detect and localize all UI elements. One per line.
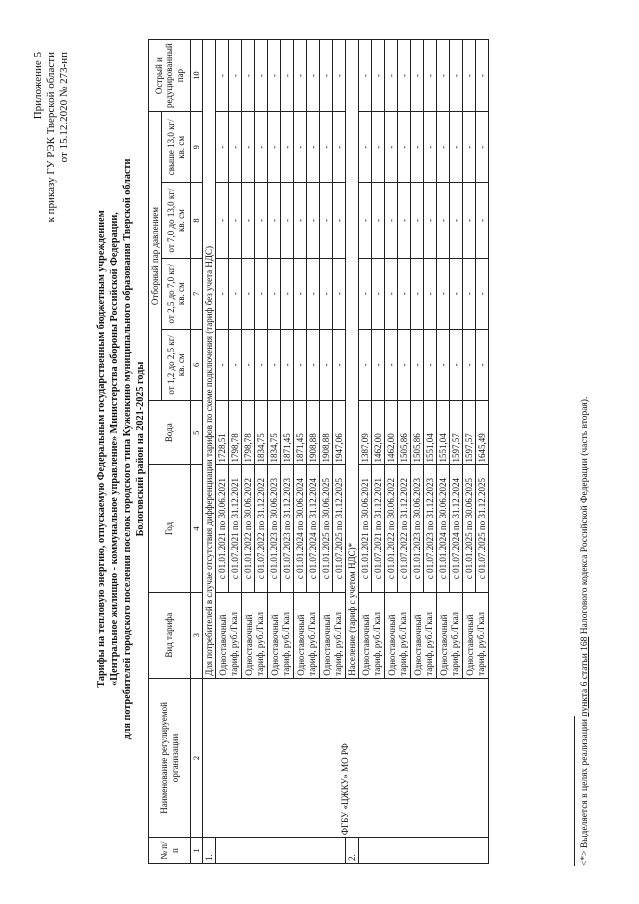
section-row [203, 40, 216, 864]
appendix-line-3: от 15.12.2020 № 273-нп [58, 52, 70, 163]
steam-tariff-dash: - [281, 183, 294, 258]
footnote-law-link[interactable]: пункта 6 статьи 168 [580, 636, 590, 717]
tariff-kind [411, 592, 437, 678]
tariff-kind-line: тариф, руб./Гкал [423, 611, 434, 676]
steam-tariff-dash: - [229, 258, 242, 329]
water-tariff: 1798,78 [242, 400, 255, 465]
title-line-3: для потребителей городского поселения поселок городского типа Куженкино муниципального образования Тверской области [122, 158, 133, 740]
water-tariff: 1728,51 [216, 400, 229, 465]
steam-tariff-dash: - [229, 40, 242, 112]
steam-tariff-dash: - [216, 40, 229, 112]
period: с 01.07.2025 по 31.12.2025 [333, 465, 346, 592]
tariff-kind-line: Одноставочный [465, 614, 475, 676]
period: с 01.07.2021 по 31.12.2021 [229, 465, 242, 592]
footnote-rule [574, 716, 575, 866]
steam-tariff-dash: - [268, 112, 281, 183]
steam-tariff-dash: - [411, 183, 424, 258]
tariff-kind-line: тариф, руб./Гкал [228, 611, 239, 676]
steam-tariff-dash: - [437, 258, 450, 329]
tariff-kind [294, 592, 320, 678]
tariff-kind-line: Одноставочный [322, 614, 332, 676]
steam-tariff-dash: - [333, 112, 346, 183]
steam-tariff-dash: - [333, 329, 346, 400]
column-number: 2 [191, 678, 203, 837]
steam-tariff-dash: - [411, 258, 424, 329]
steam-tariff-dash: - [307, 112, 320, 183]
steam-tariff-dash: - [450, 258, 463, 329]
period: с 01.01.2022 по 30.06.2022 [242, 465, 255, 592]
tariff-kind-line: Одноставочный [387, 614, 397, 676]
steam-tariff-dash: - [476, 258, 489, 329]
period: с 01.07.2024 по 31.12.2024 [450, 465, 463, 592]
steam-tariff-dash: - [450, 112, 463, 183]
steam-tariff-dash: - [320, 258, 333, 329]
header-year: Год [149, 465, 191, 592]
column-number: 10 [191, 40, 203, 112]
steam-tariff-dash: - [398, 40, 411, 112]
steam-tariff-dash: - [372, 329, 385, 400]
water-tariff: 1908,88 [320, 400, 333, 465]
header-steam-group: Отборный пар давлением [149, 112, 162, 401]
water-tariff: 1871,45 [294, 400, 307, 465]
steam-tariff-dash: - [424, 112, 437, 183]
section-number-blank [216, 838, 346, 864]
steam-tariff-dash: - [333, 258, 346, 329]
steam-tariff-dash: - [463, 112, 476, 183]
section-title: Для потребителей в случае отсутствия дифференциации тарифов по схеме подключения (тариф без учета НДС) [203, 40, 216, 679]
header-num: № п/ п [149, 838, 191, 864]
water-tariff: 1505,86 [411, 400, 424, 465]
steam-tariff-dash: - [281, 258, 294, 329]
water-tariff: 1597,57 [463, 400, 476, 465]
organization-name: ФГБУ «ЦЖКУ» МО РФ [203, 678, 489, 837]
steam-tariff-dash: - [255, 183, 268, 258]
period: с 01.01.2021 по 30.06.2021 [359, 465, 372, 592]
steam-tariff-dash: - [333, 183, 346, 258]
steam-tariff-dash: - [424, 183, 437, 258]
tariff-kind-line: Одноставочный [413, 614, 423, 676]
header-org: Наименование регулируемой организации [149, 678, 191, 837]
steam-tariff-dash: - [411, 329, 424, 400]
appendix-line-1: Приложение 5 [32, 52, 44, 120]
header-pressure-2: от 2,5 до 7,0 кг/кв. см [162, 258, 191, 329]
period: с 01.07.2023 по 31.12.2023 [424, 465, 437, 592]
period: с 01.07.2023 по 31.12.2023 [281, 465, 294, 592]
tariff-kind [385, 592, 411, 678]
steam-tariff-dash: - [385, 258, 398, 329]
period: с 01.07.2022 по 31.12.2022 [255, 465, 268, 592]
title-line-1: Тарифы на тепловую энергию, отпускаемую Федеральным государственным бюджетным учреждением [96, 210, 107, 688]
steam-tariff-dash: - [398, 112, 411, 183]
steam-tariff-dash: - [216, 329, 229, 400]
steam-tariff-dash: - [320, 329, 333, 400]
steam-tariff-dash: - [359, 329, 372, 400]
steam-tariff-dash: - [359, 40, 372, 112]
steam-tariff-dash: - [333, 40, 346, 112]
steam-tariff-dash: - [476, 40, 489, 112]
column-number: 1 [191, 838, 203, 864]
steam-tariff-dash: - [372, 40, 385, 112]
water-tariff: 1462,00 [372, 400, 385, 465]
steam-tariff-dash: - [255, 40, 268, 112]
steam-tariff-dash: - [476, 112, 489, 183]
steam-tariff-dash: - [320, 183, 333, 258]
header-water: Вода [149, 400, 191, 465]
footnote-suffix: Налогового кодекса Российской Федерации (часть вторая). [580, 396, 590, 637]
steam-tariff-dash: - [476, 183, 489, 258]
column-number: 7 [191, 258, 203, 329]
period: с 01.07.2021 по 31.12.2021 [372, 465, 385, 592]
title-line-2: «Центральное жилищно - коммунальное управление» Министерства обороны Российской Федерации, [109, 212, 120, 686]
steam-tariff-dash: - [437, 40, 450, 112]
period: с 01.01.2023 по 30.06.2023 [268, 465, 281, 592]
steam-tariff-dash: - [268, 183, 281, 258]
header-pressure-4: свыше 13,0 кг/кв. см [162, 112, 191, 183]
footnote [580, 397, 590, 866]
steam-tariff-dash: - [229, 183, 242, 258]
section-number: 2. [346, 838, 359, 864]
period: с 01.01.2023 по 30.06.2023 [411, 465, 424, 592]
steam-tariff-dash: - [450, 40, 463, 112]
steam-tariff-dash: - [411, 112, 424, 183]
tariff-kind [437, 592, 463, 678]
steam-tariff-dash: - [320, 112, 333, 183]
water-tariff: 1597,57 [450, 400, 463, 465]
header-pressure-1: от 1,2 до 2,5 кг/кв. см [162, 329, 191, 400]
steam-tariff-dash: - [450, 329, 463, 400]
tariff-kind-line: Одноставочный [218, 614, 228, 676]
steam-tariff-dash: - [359, 258, 372, 329]
steam-tariff-dash: - [216, 258, 229, 329]
column-number: 8 [191, 183, 203, 258]
period: с 01.01.2022 по 30.06.2022 [385, 465, 398, 592]
period: с 01.01.2024 по 30.06.2024 [437, 465, 450, 592]
tariff-kind [242, 592, 268, 678]
steam-tariff-dash: - [398, 183, 411, 258]
steam-tariff-dash: - [216, 183, 229, 258]
water-tariff: 1834,75 [268, 400, 281, 465]
footnote-prefix: <*> Выделяется в целях реализации [580, 716, 590, 866]
steam-tariff-dash: - [229, 112, 242, 183]
steam-tariff-dash: - [437, 183, 450, 258]
period: с 01.07.2022 по 31.12.2022 [398, 465, 411, 592]
period: с 01.07.2024 по 31.12.2024 [307, 465, 320, 592]
water-tariff: 1551,04 [424, 400, 437, 465]
steam-tariff-dash: - [294, 112, 307, 183]
steam-tariff-dash: - [294, 329, 307, 400]
header-kind: Вид тарифа [149, 592, 191, 678]
tariff-table [148, 39, 489, 864]
steam-tariff-dash: - [242, 183, 255, 258]
tariff-kind-line: тариф, руб./Гкал [306, 611, 317, 676]
steam-tariff-dash: - [372, 183, 385, 258]
tariff-kind [216, 592, 242, 678]
water-tariff: 1505,86 [398, 400, 411, 465]
steam-tariff-dash: - [294, 183, 307, 258]
tariff-kind-line: Одноставочный [244, 614, 254, 676]
tariff-kind-line: тариф, руб./Гкал [332, 611, 343, 676]
tariff-kind [463, 592, 489, 678]
steam-tariff-dash: - [463, 258, 476, 329]
steam-tariff-dash: - [385, 40, 398, 112]
tariff-kind [359, 592, 385, 678]
steam-tariff-dash: - [294, 40, 307, 112]
period: с 01.07.2025 по 31.12.2025 [476, 465, 489, 592]
water-tariff: 1645,49 [476, 400, 489, 465]
steam-tariff-dash: - [281, 329, 294, 400]
steam-tariff-dash: - [359, 112, 372, 183]
document-title [95, 54, 147, 844]
steam-tariff-dash: - [281, 112, 294, 183]
column-number: 5 [191, 400, 203, 465]
section-number: 1. [203, 838, 216, 864]
steam-tariff-dash: - [385, 329, 398, 400]
section-title: Население (тариф с учетом НДС)* [346, 40, 359, 679]
water-tariff: 1798,78 [229, 400, 242, 465]
column-number-row [191, 40, 203, 864]
water-tariff: 1908,88 [307, 400, 320, 465]
steam-tariff-dash: - [307, 40, 320, 112]
column-number: 4 [191, 465, 203, 592]
header-row [149, 40, 162, 864]
steam-tariff-dash: - [216, 112, 229, 183]
steam-tariff-dash: - [255, 112, 268, 183]
steam-tariff-dash: - [294, 258, 307, 329]
steam-tariff-dash: - [437, 112, 450, 183]
water-tariff: 1387,09 [359, 400, 372, 465]
steam-tariff-dash: - [281, 40, 294, 112]
steam-tariff-dash: - [463, 183, 476, 258]
tariff-kind-line: Одноставочный [296, 614, 306, 676]
steam-tariff-dash: - [268, 258, 281, 329]
steam-tariff-dash: - [359, 183, 372, 258]
tariff-kind-line: тариф, руб./Гкал [397, 611, 408, 676]
title-line-4: Бологовский район на 2021-2025 годы [135, 361, 146, 537]
column-number: 3 [191, 592, 203, 678]
water-tariff: 1462,00 [385, 400, 398, 465]
steam-tariff-dash: - [268, 40, 281, 112]
column-number: 6 [191, 329, 203, 400]
steam-tariff-dash: - [255, 258, 268, 329]
steam-tariff-dash: - [307, 329, 320, 400]
tariff-kind-line: Одноставочный [361, 614, 371, 676]
steam-tariff-dash: - [450, 183, 463, 258]
steam-tariff-dash: - [242, 258, 255, 329]
tariff-kind-line: тариф, руб./Гкал [254, 611, 265, 676]
steam-tariff-dash: - [242, 40, 255, 112]
steam-tariff-dash: - [398, 329, 411, 400]
water-tariff: 1551,04 [437, 400, 450, 465]
steam-tariff-dash: - [385, 112, 398, 183]
steam-tariff-dash: - [242, 329, 255, 400]
steam-tariff-dash: - [411, 40, 424, 112]
water-tariff: 1871,45 [281, 400, 294, 465]
steam-tariff-dash: - [424, 258, 437, 329]
tariff-kind [268, 592, 294, 678]
header-pressure-3: от 7,0 до 13,0 кг/кв. см [162, 183, 191, 258]
steam-tariff-dash: - [476, 329, 489, 400]
steam-tariff-dash: - [463, 40, 476, 112]
appendix-block [32, 52, 71, 222]
steam-tariff-dash: - [437, 329, 450, 400]
column-number: 9 [191, 112, 203, 183]
steam-tariff-dash: - [424, 40, 437, 112]
period: с 01.01.2021 по 30.06.2021 [216, 465, 229, 592]
section-number-blank [359, 838, 489, 864]
tariff-kind-line: Одноставочный [270, 614, 280, 676]
steam-tariff-dash: - [398, 258, 411, 329]
steam-tariff-dash: - [372, 258, 385, 329]
water-tariff: 1834,75 [255, 400, 268, 465]
steam-tariff-dash: - [307, 258, 320, 329]
steam-tariff-dash: - [255, 329, 268, 400]
steam-tariff-dash: - [320, 40, 333, 112]
steam-tariff-dash: - [372, 112, 385, 183]
tariff-kind-line: тариф, руб./Гкал [280, 611, 291, 676]
steam-tariff-dash: - [307, 183, 320, 258]
tariff-kind-line: тариф, руб./Гкал [449, 611, 460, 676]
tariff-kind-line: Одноставочный [439, 614, 449, 676]
header-sharp-steam: Острый и редуцированный пар [149, 40, 191, 112]
steam-tariff-dash: - [385, 183, 398, 258]
steam-tariff-dash: - [463, 329, 476, 400]
period: с 01.01.2024 по 30.06.2024 [294, 465, 307, 592]
steam-tariff-dash: - [268, 329, 281, 400]
tariff-kind [320, 592, 346, 678]
steam-tariff-dash: - [229, 329, 242, 400]
period: с 01.01.2025 по 30.06.2025 [320, 465, 333, 592]
appendix-line-2: к приказу ГУ РЭК Тверской области [45, 52, 57, 223]
steam-tariff-dash: - [424, 329, 437, 400]
steam-tariff-dash: - [242, 112, 255, 183]
tariff-kind-line: тариф, руб./Гкал [371, 611, 382, 676]
tariff-kind-line: тариф, руб./Гкал [475, 611, 486, 676]
water-tariff: 1947,06 [333, 400, 346, 465]
period: с 01.01.2025 по 30.06.2025 [463, 465, 476, 592]
